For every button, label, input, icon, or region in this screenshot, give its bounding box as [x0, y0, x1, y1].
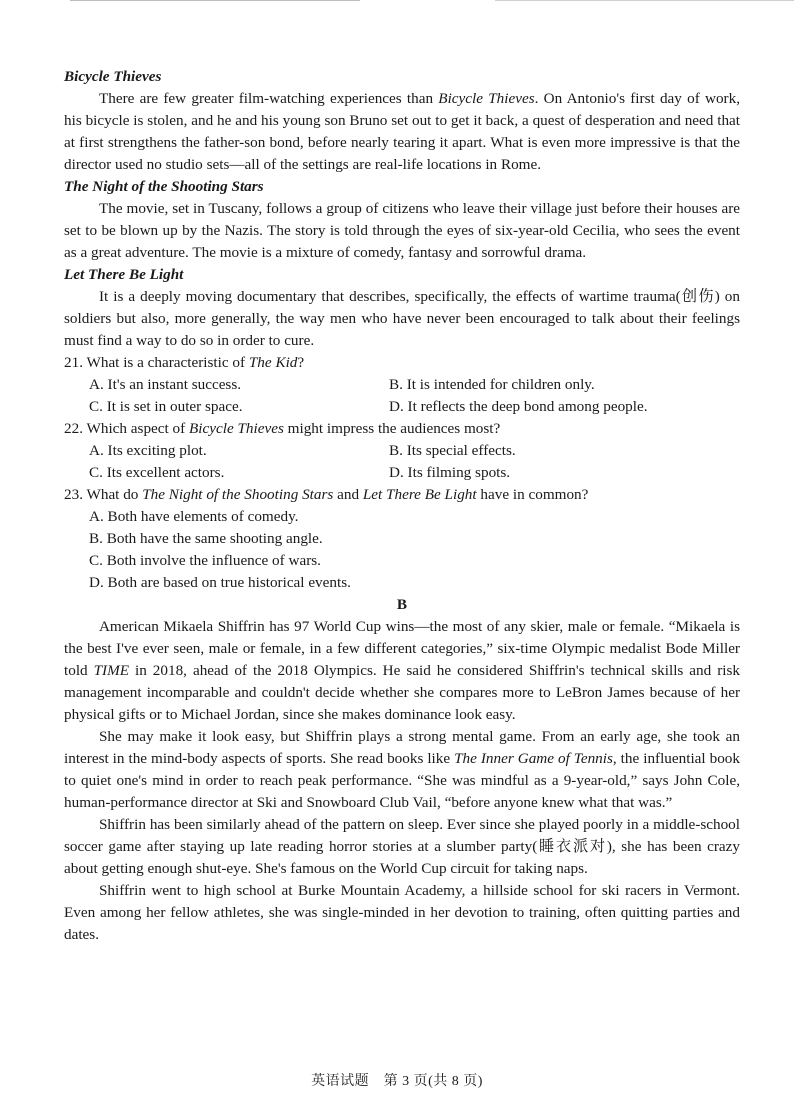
scan-edge-line [495, 0, 794, 1]
review-body-night-of-shooting-stars: The movie, set in Tuscany, follows a group of citizens who leave their village just before their houses are set to be blown up by the Nazis. The story is told through the eyes of six-year-old Cecilia, who sees the event as a great adventure. The movie is a mixture of comedy, fantasy and sorrowful drama. [64, 200, 740, 261]
question-stem: 23. What do The Night of the Shooting Stars and Let There Be Light have in common? [64, 486, 589, 503]
question-stem: 22. Which aspect of Bicycle Thieves might impress the audiences most? [64, 420, 501, 437]
option-d: D. Both are based on true historical events. [89, 574, 351, 591]
review-title-bicycle-thieves: Bicycle Thieves [64, 68, 162, 85]
section-b-label: B [396, 596, 408, 613]
option-b: B. Its special effects. [389, 442, 516, 459]
review-body-bicycle-thieves: There are few greater film-watching experiences than Bicycle Thieves. On Antonio's first day of work, his bicycle is stolen, and he and his young son Bruno set out to get it back, a quest of desperation and need that at first strengthens the father-son bond, before nearly tearing it apart. What is even more impressive is that the director used no studio sets—all of the settings are real-life locations in Rome. [64, 90, 740, 173]
option-a: A. Its exciting plot. [89, 442, 207, 459]
question-23 [64, 484, 740, 594]
passage-b-paragraph-2: She may make it look easy, but Shiffrin plays a strong mental game. From an early age, she took an interest in the mind-body aspects of sports. She read books like The Inner Game of Tennis, the influential book to quiet one's mind in order to reach peak performance. “She was mindful as a 9-year-old,” says John Cole, human-performance director at Ski and Snowboard Club Vail, “before anyone knew what that was.” [64, 728, 740, 811]
option-d: D. Its filming spots. [389, 464, 511, 481]
option-c: C. Its excellent actors. [89, 464, 225, 481]
option-a: A. Both have elements of comedy. [89, 508, 299, 525]
passage-b-paragraph-1: American Mikaela Shiffrin has 97 World Cup wins—the most of any skier, male or female. “Mikaela is the best I've ever seen, male or female, in a few different categories,” six-time Olympic medalist Bode Miller told TIME in 2018, ahead of the 2018 Olympics. He said he considered Shiffrin's technical skills and risk management incomparable and couldn't decide whether she compares more to LeBron James because of her physical gifts or to Michael Jordan, since she makes dominance look easy. [64, 618, 740, 723]
option-b: B. It is intended for children only. [389, 376, 595, 393]
review-title-let-there-be-light: Let There Be Light [64, 266, 184, 283]
passage-b-paragraph-4: Shiffrin went to high school at Burke Mountain Academy, a hillside school for ski racers in Vermont. Even among her fellow athletes, she was single-minded in her devotion to training, often quitting parties and dates. [64, 882, 740, 943]
page-footer: 英语试题 第 3 页(共 8 页) [311, 1074, 483, 1089]
scan-edge-line [70, 0, 360, 1]
exam-page [64, 66, 740, 946]
question-22 [64, 418, 740, 484]
option-b: B. Both have the same shooting angle. [89, 530, 323, 547]
passage-b-paragraph-3: Shiffrin has been similarly ahead of the pattern on sleep. Ever since she played poorly in a middle-school soccer game after staying up late reading horror stories at a slumber party(睡衣派对), she has been crazy about getting enough shut-eye. She's famous on the World Cup circuit for taking naps. [64, 816, 740, 877]
option-a: A. It's an instant success. [89, 376, 242, 393]
option-c: C. It is set in outer space. [89, 398, 243, 415]
question-stem: 21. What is a characteristic of The Kid? [64, 354, 305, 371]
review-title-night-of-shooting-stars: The Night of the Shooting Stars [64, 178, 264, 195]
option-c: C. Both involve the influence of wars. [89, 552, 321, 569]
option-d: D. It reflects the deep bond among people. [389, 398, 648, 415]
question-21 [64, 352, 740, 418]
review-body-let-there-be-light: It is a deeply moving documentary that describes, specifically, the effects of wartime trauma(创伤) on soldiers but also, more generally, the way men who have never been encouraged to talk about their feelings must find a way to do so in order to cure. [64, 288, 740, 349]
